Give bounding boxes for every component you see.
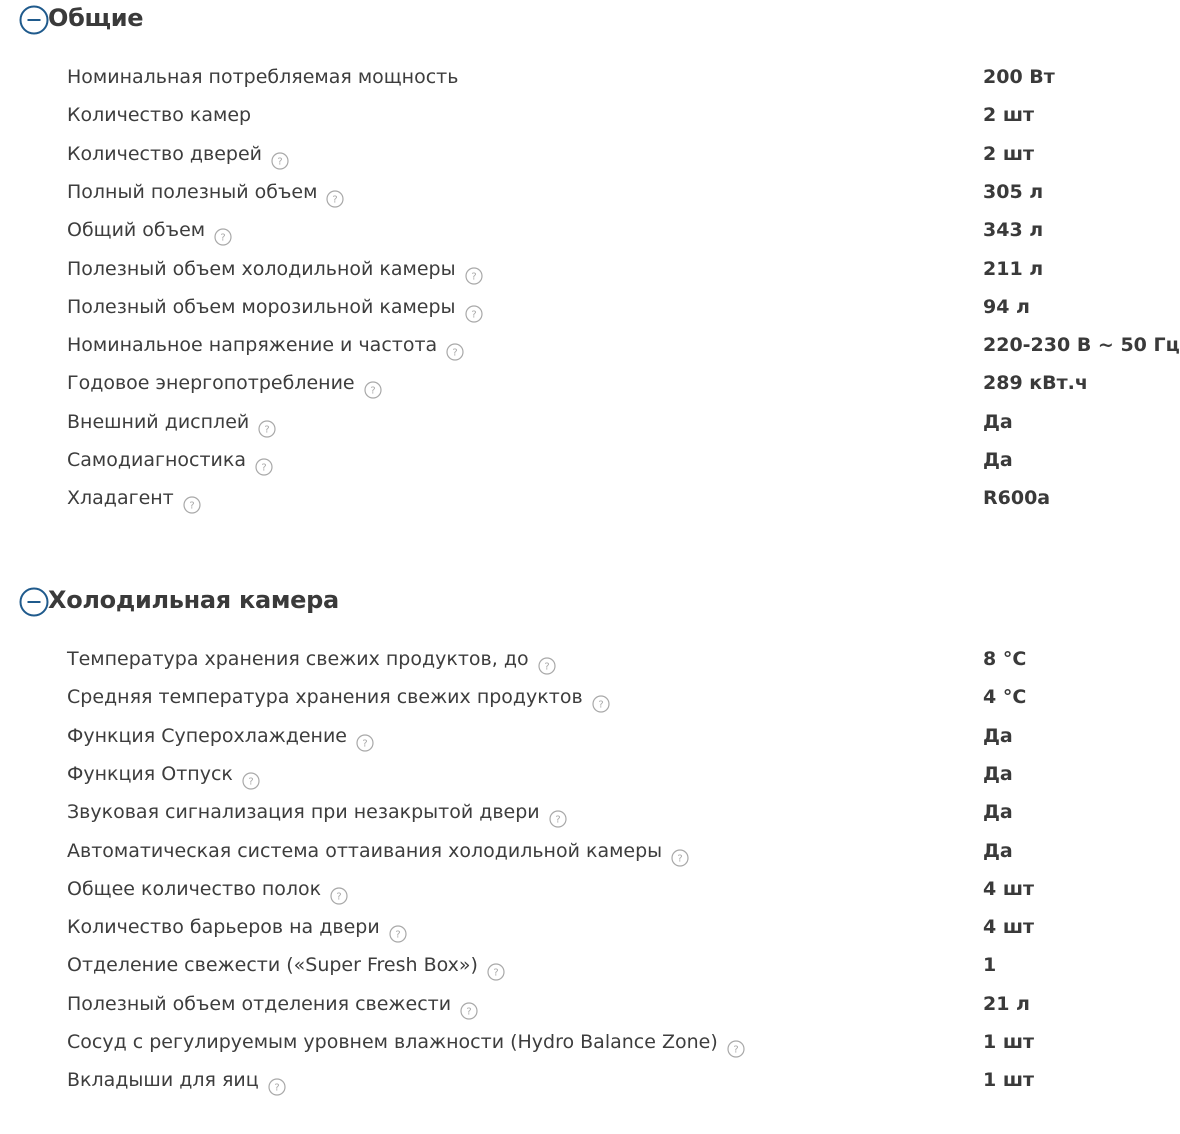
help-icon[interactable]	[671, 842, 689, 865]
help-icon[interactable]	[330, 880, 348, 903]
spec-row	[67, 173, 1157, 211]
spec-value: 1 шт	[983, 1031, 1035, 1053]
spec-label-wrapper	[67, 135, 289, 173]
svg-text:?: ?	[336, 891, 342, 903]
spec-row	[67, 441, 1157, 479]
help-icon[interactable]	[268, 1071, 286, 1094]
spec-label: Функция Отпуск	[67, 762, 233, 785]
spec-row	[67, 288, 1157, 326]
help-icon[interactable]	[271, 145, 289, 168]
spec-row	[67, 678, 1157, 716]
spec-label: Полезный объем отделения свежести	[67, 992, 452, 1015]
spec-row	[67, 717, 1157, 755]
help-icon[interactable]	[460, 995, 478, 1018]
spec-label: Общее количество полок	[67, 877, 322, 900]
spec-label-wrapper	[67, 479, 201, 517]
svg-text:?: ?	[598, 699, 604, 711]
spec-label: Количество барьеров на двери	[67, 916, 380, 939]
spec-value: 220-230 В ~ 50 Гц	[983, 334, 1180, 357]
spec-label-wrapper	[67, 793, 567, 831]
spec-row	[67, 211, 1157, 249]
spec-value: Да	[983, 839, 1013, 862]
svg-text:?: ?	[332, 194, 339, 206]
spec-row	[67, 908, 1157, 946]
help-icon[interactable]	[214, 221, 232, 244]
spec-row	[67, 946, 1157, 984]
section-toggle-button[interactable]	[19, 2, 45, 34]
help-icon[interactable]	[446, 336, 464, 359]
help-icon[interactable]	[538, 650, 556, 673]
help-icon[interactable]	[549, 803, 567, 826]
spec-value: 1 шт	[983, 1069, 1035, 1092]
spec-label: Номинальная потребляемая мощность	[67, 66, 459, 88]
spec-row	[67, 250, 1157, 288]
spec-label: Функция Суперохлаждение	[67, 724, 347, 747]
spec-row	[67, 640, 1157, 678]
spec-label-wrapper	[67, 173, 344, 211]
spec-row	[67, 403, 1157, 441]
spec-label-wrapper	[67, 250, 483, 288]
section-title: Холодильная камера	[48, 586, 339, 614]
spec-label: Звуковая сигнализация при незакрытой двери	[67, 801, 540, 824]
help-icon[interactable]	[487, 956, 505, 979]
spec-label-wrapper	[67, 441, 273, 479]
spec-label: Количество дверей	[67, 142, 263, 165]
spec-value: 200 Вт	[983, 66, 1055, 88]
help-icon[interactable]	[183, 489, 201, 512]
spec-label-wrapper	[67, 717, 374, 755]
svg-text:?: ?	[470, 309, 477, 321]
help-icon[interactable]	[389, 918, 407, 941]
help-icon[interactable]	[356, 727, 374, 750]
spec-value: 289 кВт.ч	[983, 372, 1088, 395]
spec-label-wrapper	[67, 1023, 745, 1061]
svg-text:?: ?	[277, 156, 283, 168]
help-icon[interactable]	[242, 765, 260, 788]
svg-text:?: ?	[264, 424, 270, 436]
help-icon[interactable]	[465, 298, 483, 321]
spec-row	[67, 793, 1157, 831]
spec-value: 4 шт	[983, 877, 1035, 900]
help-icon[interactable]	[255, 451, 273, 474]
spec-label-wrapper	[67, 288, 483, 326]
spec-label: Вкладыши для яиц	[67, 1069, 259, 1092]
spec-row	[67, 1023, 1157, 1061]
spec-value: Да	[983, 410, 1013, 433]
spec-label-wrapper	[67, 946, 505, 984]
spec-row	[67, 364, 1157, 402]
spec-value: Да	[983, 762, 1013, 785]
spec-label-wrapper	[67, 755, 260, 793]
spec-label: Количество камер	[67, 104, 252, 127]
spec-label: Отделение свежести («Super Fresh Box»)	[67, 954, 478, 977]
spec-value: 21 л	[983, 992, 1030, 1015]
spec-value: 4 шт	[983, 916, 1035, 939]
spec-label: Средняя температура хранения свежих продуктов	[67, 686, 583, 709]
spec-row	[67, 1061, 1157, 1099]
svg-text:?: ?	[369, 385, 376, 397]
spec-row	[67, 832, 1157, 870]
spec-label-wrapper	[67, 908, 407, 946]
spec-label: Номинальное напряжение и частота	[67, 334, 438, 357]
svg-text:?: ?	[362, 738, 368, 750]
spec-row	[67, 135, 1157, 173]
svg-text:?: ?	[466, 1006, 472, 1018]
svg-text:?: ?	[733, 1044, 739, 1056]
spec-value: Да	[983, 449, 1013, 471]
spec-label: Автоматическая система оттаивания холодильной камеры	[67, 839, 663, 862]
spec-label-wrapper	[67, 640, 556, 678]
collapse-icon	[19, 5, 45, 31]
spec-value: Да	[983, 801, 1013, 824]
spec-value: Да	[983, 724, 1013, 747]
help-icon[interactable]	[727, 1033, 745, 1056]
spec-value: 8 °C	[983, 648, 1027, 670]
svg-text:?: ?	[395, 929, 401, 941]
help-icon[interactable]	[592, 688, 610, 711]
svg-text:?: ?	[493, 967, 499, 979]
spec-label-wrapper	[67, 1061, 286, 1099]
spec-value: 4 °C	[983, 686, 1027, 709]
spec-row	[67, 96, 1157, 134]
svg-text:?: ?	[248, 776, 254, 788]
spec-value: 305 л	[983, 180, 1044, 203]
spec-label-wrapper	[67, 985, 478, 1023]
spec-label-wrapper	[67, 326, 464, 364]
spec-label-wrapper	[67, 678, 610, 716]
spec-label-wrapper	[67, 96, 251, 134]
spec-label: Годовое энергопотребление	[67, 372, 355, 395]
spec-row	[67, 479, 1157, 517]
spec-value: R600a	[983, 487, 1051, 510]
help-icon[interactable]	[465, 260, 483, 283]
spec-value: 2 шт	[983, 142, 1035, 165]
spec-label-wrapper	[67, 403, 276, 441]
spec-label: Полезный объем холодильной камеры	[67, 257, 456, 280]
spec-value: 94 л	[983, 295, 1030, 318]
spec-label: Полезный объем морозильной камеры	[67, 295, 456, 318]
svg-text:?: ?	[452, 347, 458, 359]
spec-label: Температура хранения свежих продуктов, до	[67, 648, 529, 670]
spec-value: 1	[983, 954, 997, 977]
spec-label: Хладагент	[67, 487, 174, 510]
svg-text:?: ?	[555, 814, 561, 826]
spec-row	[67, 755, 1157, 793]
spec-row	[67, 870, 1157, 908]
spec-label-wrapper	[67, 58, 458, 96]
spec-label: Сосуд с регулируемым уровнем влажности (Hydro Balance Zone)	[67, 1031, 718, 1053]
spec-label-wrapper	[67, 211, 232, 249]
help-icon[interactable]	[326, 183, 344, 206]
spec-label-wrapper	[67, 832, 689, 870]
spec-label: Общий объем	[67, 219, 206, 242]
spec-label: Самодиагностика	[67, 449, 247, 471]
spec-label: Полный полезный объем	[67, 180, 318, 203]
section-title: Общие	[48, 4, 144, 32]
svg-text:?: ?	[677, 853, 683, 865]
svg-text:?: ?	[470, 271, 477, 283]
svg-text:?: ?	[274, 1082, 280, 1094]
spec-label: Внешний дисплей	[67, 410, 250, 433]
section-toggle-button[interactable]	[19, 584, 45, 616]
spec-label-wrapper	[67, 870, 348, 908]
spec-row	[67, 985, 1157, 1023]
spec-label-wrapper	[67, 364, 382, 402]
help-icon[interactable]	[364, 374, 382, 397]
spec-value: 211 л	[983, 257, 1044, 280]
spec-value: 343 л	[983, 219, 1044, 242]
svg-text:?: ?	[220, 232, 226, 244]
spec-row	[67, 58, 1157, 96]
svg-text:?: ?	[189, 500, 195, 512]
svg-text:?: ?	[543, 661, 550, 673]
spec-row	[67, 326, 1180, 364]
svg-text:?: ?	[261, 462, 267, 474]
spec-value: 2 шт	[983, 104, 1035, 127]
help-icon[interactable]	[258, 413, 276, 436]
collapse-icon	[19, 587, 45, 613]
